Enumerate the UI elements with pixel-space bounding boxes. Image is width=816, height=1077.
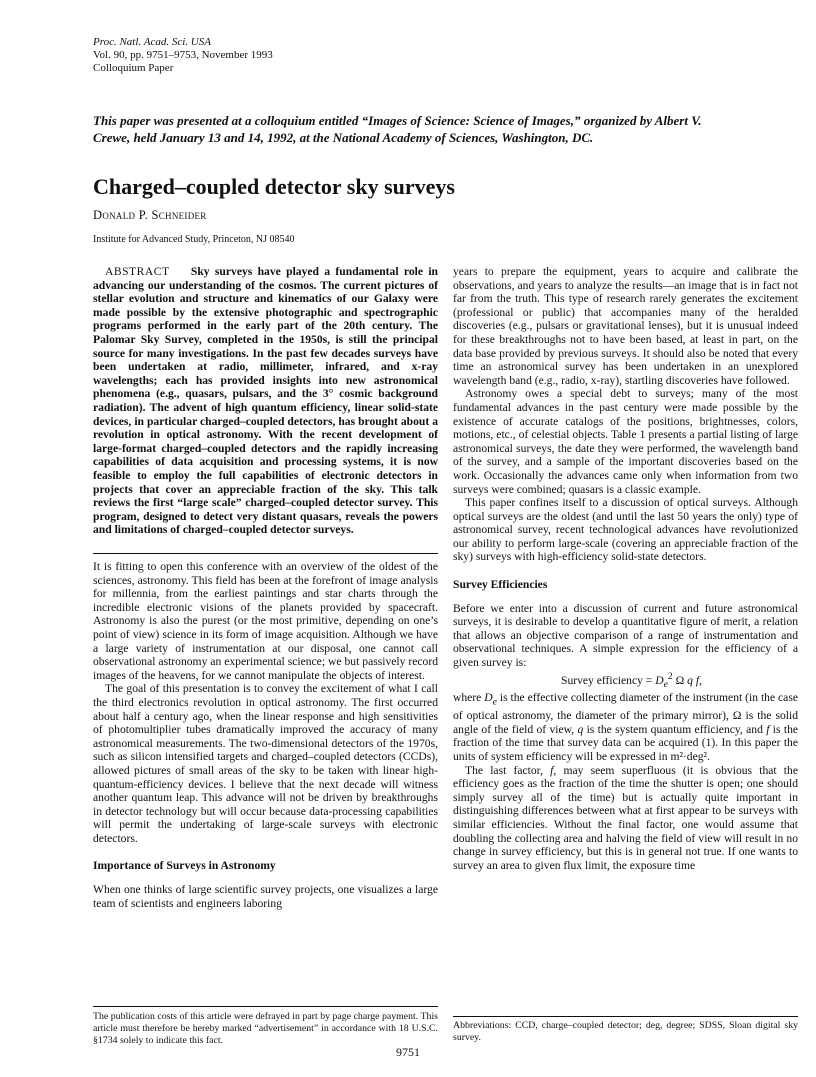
footnote-divider (93, 1006, 438, 1007)
paragraph: This paper confines itself to a discussion of optical surveys. Although optical surveys are the oldest (and until the last 50 years the only) type of astronomical survey, recent technological advances have revolutionized our ability to perform large-scale (covering an appreciable fraction of the sky) surveys with high-efficiency solid-state detectors. (453, 496, 798, 564)
paragraph: The last factor, f, may seem superfluous (it is obvious that the efficiency goes as the fraction of the time the shutter is open; one should simply survey all of the time) but is actually quite important in distinguishing differences between what at first appear to be surveys with similar efficiencies. Without the final factor, one would assume that doubling the collecting area and halving the field of view will result in no change in survey efficiency, but this is in general not true. If one wants to survey an area to given flux limit, the exposure time (453, 763, 798, 872)
abstract-label: ABSTRACT (105, 265, 170, 278)
colloquium-note: This paper was presented at a colloquium entitled “Images of Science: Science of Images,” organized by Albert V. Crewe, held January 13 and 14, 1992, at the National Academy of Sciences, Washington, DC. (93, 113, 702, 145)
paragraph: When one thinks of large scientific survey projects, one visualizes a large team of scientists and engineers laboring (93, 883, 438, 910)
abstract (93, 265, 438, 537)
right-column (453, 265, 798, 872)
paragraph: where $D_e$ is the effective collecting diameter of the instrument (in the case of optical astronomy, the diameter of the primary mirror), Ω is the solid angle of the field of view, q is the system quantum efficiency, and f is the fraction of the time that survey data can be acquired (1). In this paper the units of system efficiency will be expressed in m²·deg². (453, 691, 799, 764)
paragraph: Before we enter into a discussion of current and future astronomical surveys, it is desirable to develop a quantitative figure of merit, a relation that allows an objective comparison of a range of instrumentation and observational techniques. A simple expression for the efficiency of a given survey is: (453, 601, 798, 670)
journal-volume: Vol. 90, pp. 9751–9753, November 1993 (93, 49, 273, 61)
paragraph: years to prepare the equipment, years to acquire and calibrate the observations, and years to analyze the results—an image that is in fact not far from the truth. This type of research rarely generates the excitement (professional or public) that accompanies many of the heralded discoveries (e.g., pulsars or gravitational lenses), but it is unusual indeed for these breakthroughs not to have been based, at least in part, on the data base provided by previous surveys. It should also be noted that every time an astronomical survey has been undertaken in an unexplored wavelength band (e.g., radio, x-ray), startling discoveries have followed. (453, 265, 798, 387)
section-heading-efficiencies: Survey Efficiencies (453, 578, 548, 592)
abbreviations-footnote: Abbreviations: CCD, charge–coupled detector; deg, degree; SDSS, Sloan digital sky survey. (453, 1020, 798, 1043)
left-column (93, 560, 438, 910)
paragraph: It is fitting to open this conference with an overview of the oldest of the sciences, astronomy. This field has been at the forefront of image analysis for millennia, from the earliest paintings and star charts through the incredible electronic visions of the planets provided by spacecraft. Astronomy is also the purest (or the most primitive, depending on one’s point of view) science in its form of image acquisition. Although we have a large variety of instrumentation at our disposal, one cannot call observational astronomy an experimental science; we but passively record images of the heavens, for we cannot manipulate the objects of interest. (93, 560, 438, 682)
author: Donald P. Schneider (93, 208, 207, 222)
journal-header (93, 36, 273, 75)
affiliation: Institute for Advanced Study, Princeton, NJ 08540 (93, 234, 295, 245)
abstract-divider (93, 553, 438, 554)
journal-section: Colloquium Paper (93, 62, 174, 74)
paragraph: Astronomy owes a special debt to surveys; many of the most fundamental advances in the past century were made possible by the existence of accurate catalogs of the positions, brightnesses, colors, motions, etc., of celestial objects. Table 1 presents a partial listing of large astronomical surveys, the date they were performed, the wavelength band of the survey, and a sample of the important discoveries based on the work. Occasionally the advances came only when information from two surveys were combined; quasars is a classic example. (453, 387, 798, 496)
journal-name: Proc. Natl. Acad. Sci. USA (93, 36, 211, 48)
survey-efficiency-equation: Survey efficiency = $D_e^2$ Ω q f, (561, 670, 702, 690)
page-number: 9751 (396, 1045, 420, 1059)
section-heading-importance: Importance of Surveys in Astronomy (93, 859, 276, 873)
paragraph: The goal of this presentation is to convey the excitement of what I call the third electronics revolution in optical astronomy. The first occurred about half a century ago, when the linear response and high sensitivities of photomultiplier tubes dramatically improved the accuracy of many astronomical measurements. The two-dimensional detectors of the 1970s, such as silicon intensified targets and charged–coupled detectors (CCDs), allowed pictures of small areas of the sky to be taken with linear high-quantum-efficiency devices. I believe that the next decade will witness another quantum leap. This advance will not be driven by breakthroughs in detector technology but will occur because data-processing capabilities will permit the undertaking of large-scale surveys with electronic detectors. (93, 682, 438, 845)
abbreviations-divider (453, 1016, 798, 1017)
abstract-text: Sky surveys have played a fundamental role in advancing our understanding of the cosmos. The current pictures of stellar evolution and structure and kinematics of our Galaxy were made possible by the extensive photographic and spectrographic programs performed in the early part of the 20th century. The Palomar Sky Survey, completed in the 1950s, is still the principal source for many investigations. In the past few decades surveys have been undertaken at radio, millimeter, infrared, and x-ray wavelengths; each has provided insights into new astronomical phenomena (e.g., quasars, pulsars, and the 3° cosmic background radiation). The advent of high quantum efficiency, linear solid-state devices, in particular charged–coupled detectors, has brought about a revolution in optical astronomy. With the recent development of large-format charged–coupled detectors and the rapidly increasing capabilities of data acquisition and processing systems, it is now feasible to employ the full capabilities of electronic detectors in projects that cover an appreciable fraction of the sky. This talk reviews the first “large scale” charged–coupled detector survey. This program, designed to detect very distant quasars, reveals the powers and limitations of charged–coupled detector surveys. (93, 265, 438, 537)
paper-title: Charged–coupled detector sky surveys (93, 174, 455, 199)
publication-cost-footnote: The publication costs of this article were defrayed in part by page charge payment. This article must therefore be hereby marked “advertisement” in accordance with 18 U.S.C. §1734 solely to indicate this fact. (93, 1011, 438, 1046)
